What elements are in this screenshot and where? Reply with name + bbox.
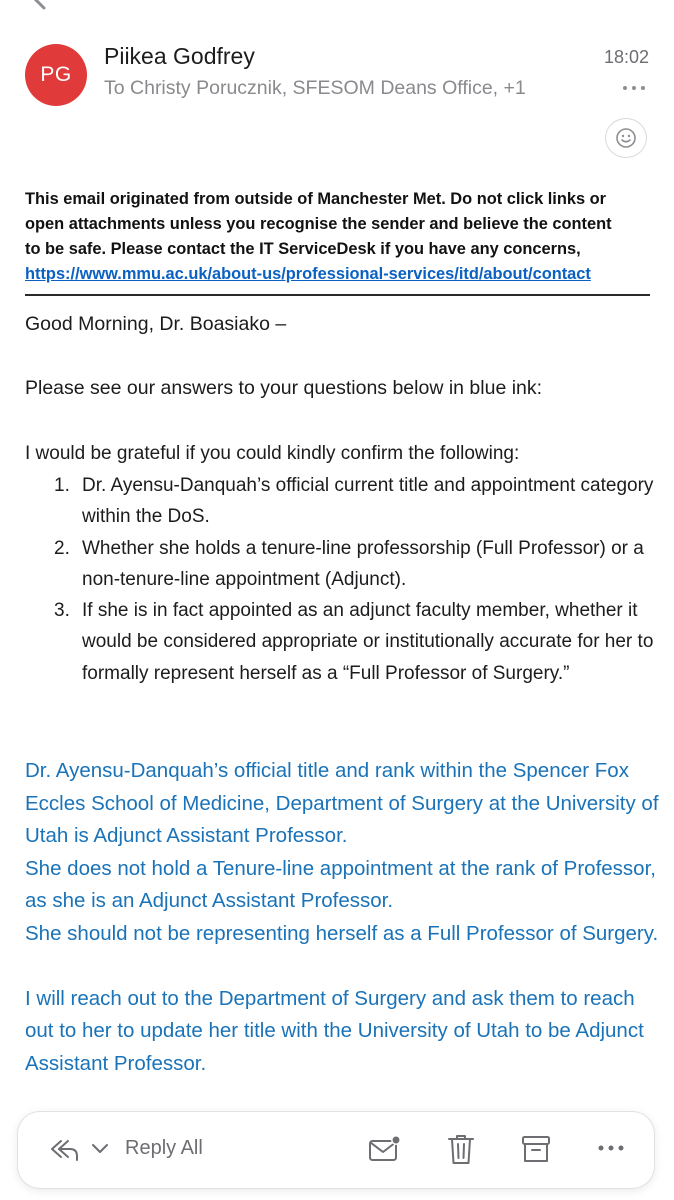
recipients-line[interactable]: To Christy Porucznik, SFESOM Deans Office, +1 [104, 77, 526, 99]
greeting: Good Morning, Dr. Boasiako – [25, 313, 287, 335]
question-list [25, 470, 655, 689]
list-number: 2. [54, 537, 70, 559]
list-number: 1. [54, 475, 70, 496]
confirm-text: I would be grateful if you could kindly confirm the following: [25, 443, 520, 464]
spacer [25, 951, 665, 983]
list-item [25, 470, 655, 533]
answer-paragraph: I will reach out to the Department of Surgery and ask them to reach out to her to update her title with the University of Utah to be Adjunct Assistant Professor. [25, 986, 644, 1075]
answer-paragraph: She does not hold a Tenure-line appointment at the rank of Professor, as she is an Adjunct Assistant Professor. [25, 856, 656, 913]
mark-unread-icon[interactable] [368, 1134, 402, 1164]
reply-all-button[interactable]: Reply All [125, 1137, 203, 1159]
trash-icon[interactable] [446, 1132, 476, 1166]
chevron-left-icon[interactable] [24, 0, 54, 12]
warning-line: This email originated from outside of Manchester Met. Do not click links or [25, 190, 607, 208]
avatar[interactable]: PG [25, 44, 87, 106]
archive-icon[interactable] [520, 1133, 552, 1165]
action-toolbar [18, 1112, 654, 1188]
sent-time: 18:02 [603, 47, 649, 67]
smiley-icon [615, 127, 637, 149]
reply-all-icon[interactable] [48, 1137, 80, 1163]
chevron-down-icon[interactable] [90, 1142, 110, 1156]
list-number: 3. [54, 600, 70, 622]
question-text: If she is in fact appointed as an adjunct faculty member, whether it would be considered appropriate or institutionally accurate for her to formally represent herself as a “Full Professor of Surgery.” [82, 600, 654, 684]
answer-block [25, 755, 665, 1080]
warning-line: to be safe. Please contact the IT ServiceDesk if you have any concerns, [25, 240, 581, 258]
sender-name[interactable]: Piikea Godfrey [104, 43, 255, 69]
ellipsis-icon[interactable] [596, 1142, 626, 1154]
list-item [25, 595, 655, 689]
answer-paragraph: She should not be representing herself as a Full Professor of Surgery. [25, 921, 659, 945]
warning-line: open attachments unless you recognise the sender and believe the content [25, 215, 612, 233]
question-text: Whether she holds a tenure-line professorship (Full Professor) or a non-tenure-line appointment (Adjunct). [82, 537, 644, 590]
question-text: Dr. Ayensu-Danquah’s official current title and appointment category within the DoS. [82, 475, 654, 528]
external-email-warning [25, 187, 655, 287]
reaction-button[interactable] [605, 118, 647, 158]
divider [25, 294, 650, 296]
intro-text: Please see our answers to your questions below in blue ink: [25, 377, 543, 399]
answer-paragraph: Dr. Ayensu-Danquah’s official title and rank within the Spencer Fox Eccles School of Medicine, Department of Surgery at the University of Utah is Adjunct Assistant Professor. [25, 759, 659, 848]
list-item [25, 533, 655, 596]
ellipsis-icon[interactable] [621, 80, 647, 96]
it-contact-link[interactable]: https://www.mmu.ac.uk/about-us/professional-services/itd/about/contact [25, 265, 591, 283]
